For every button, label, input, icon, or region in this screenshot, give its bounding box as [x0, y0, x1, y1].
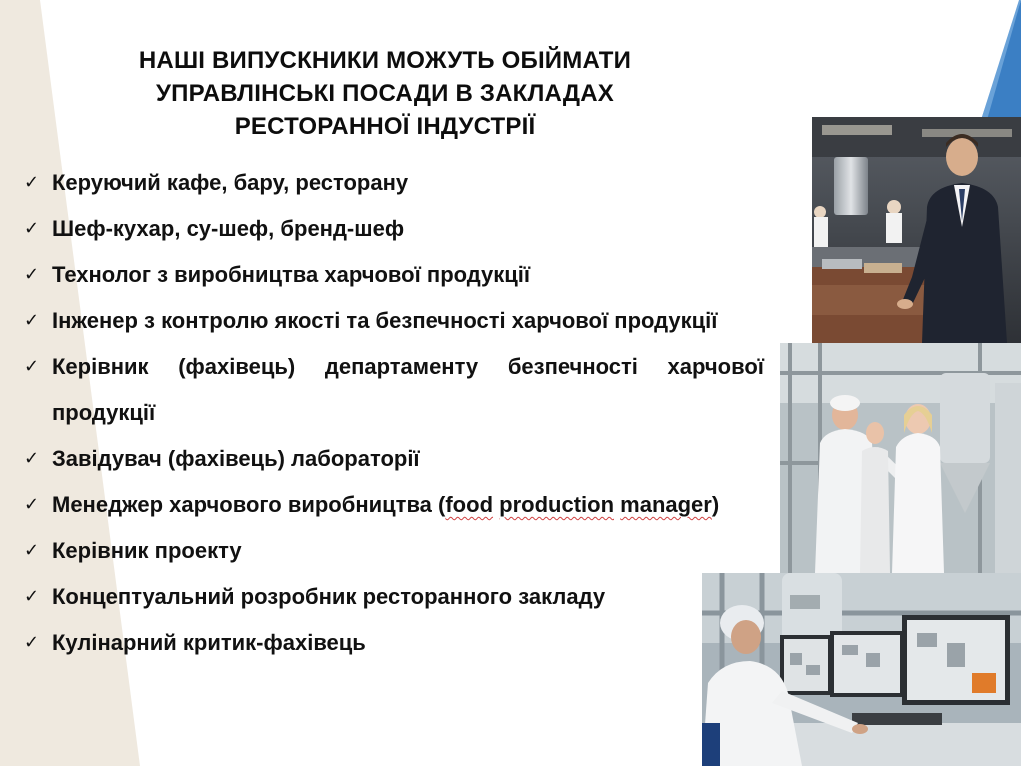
list-item-text: Керівник (фахівець) департаменту безпечності харчової продукції — [52, 354, 764, 425]
list-item — [24, 528, 764, 574]
list-item-text: Шеф-кухар, су-шеф, бренд-шеф — [52, 216, 405, 241]
list-item-text: Кулінарний критик-фахівець — [52, 630, 366, 655]
page-title — [60, 44, 710, 143]
lab-control-photo — [702, 573, 1021, 766]
list-item-text: Технолог з виробництва харчової продукції — [52, 262, 531, 287]
list-item-text-part: Менеджер харчового виробництва ( — [52, 492, 446, 517]
list-item-text: Керівник проекту — [52, 538, 242, 563]
list-item-text-part: ) — [711, 492, 720, 517]
checkmark-icon: ✓ — [24, 264, 40, 285]
restaurant-manager-photo — [812, 117, 1021, 343]
list-item — [24, 482, 764, 528]
list-item — [24, 206, 764, 252]
background-shape-right — [961, 0, 1021, 130]
checkmark-icon: ✓ — [24, 632, 40, 653]
list-item-text: Концептуальний розробник ресторанного закладу — [52, 584, 606, 609]
list-item-text — [52, 482, 764, 528]
checkmark-icon: ✓ — [24, 586, 40, 607]
checkmark-icon: ✓ — [24, 356, 40, 377]
list-item — [24, 574, 764, 620]
spellcheck-word: food — [445, 492, 494, 517]
list-item-text: Завідувач (фахівець) лабораторії — [52, 446, 420, 471]
checkmark-icon: ✓ — [24, 540, 40, 561]
checkmark-icon: ✓ — [24, 218, 40, 239]
list-item — [24, 160, 764, 206]
spellcheck-word: production — [499, 492, 615, 517]
list-item — [24, 252, 764, 298]
list-item-text: Інженер з контролю якості та безпечності харчової продукції — [52, 308, 718, 333]
checkmark-icon: ✓ — [24, 448, 40, 469]
food-production-photo — [780, 343, 1021, 573]
checkmark-icon: ✓ — [24, 494, 40, 515]
list-item — [24, 344, 764, 436]
title-line-1: НАШІ ВИПУСКНИКИ МОЖУТЬ ОБІЙМАТИ — [138, 47, 632, 74]
title-line-2: УПРАВЛІНСЬКІ ПОСАДИ В ЗАКЛАДАХ — [156, 80, 614, 107]
list-item — [24, 436, 764, 482]
title-line-3: РЕСТОРАННОЇ ІНДУСТРІЇ — [234, 113, 536, 140]
spellcheck-word: manager — [620, 492, 712, 517]
positions-list — [24, 160, 764, 666]
list-item-text: Керуючий кафе, бару, ресторану — [52, 170, 409, 195]
list-item — [24, 620, 764, 666]
checkmark-icon: ✓ — [24, 172, 40, 193]
checkmark-icon: ✓ — [24, 310, 40, 331]
list-item — [24, 298, 764, 344]
